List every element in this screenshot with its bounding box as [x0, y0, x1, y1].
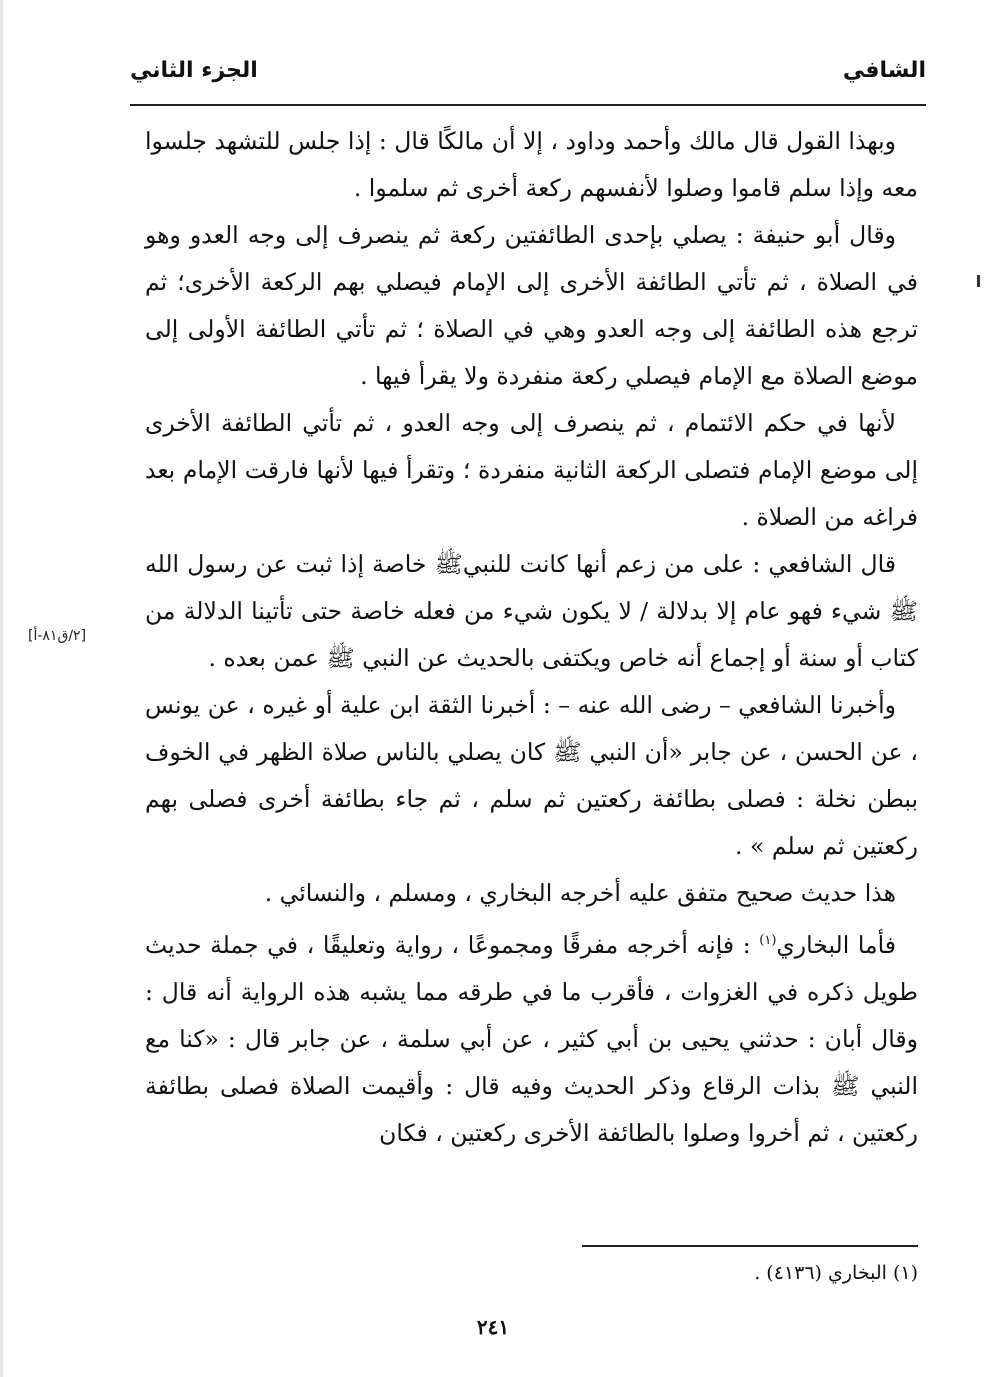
- paragraph-malik: وبهذا القول قال مالك وأحمد وداود ، إلا أن مالكًا قال : إذا جلس للتشهد جلسوا معه وإذا سلم قاموا وصلوا لأنفسهم ركعة أخرى ثم سلموا .: [145, 127, 918, 202]
- manuscript-folio-note: [٢/ق٨١-أ]: [28, 628, 87, 644]
- paragraph-hadith-grading: هذا حديث صحيح متفق عليه أخرجه البخاري ، ومسلم ، والنسائي .: [264, 879, 896, 907]
- header-rule: [130, 104, 926, 106]
- footnote: (١) البخاري (٤١٣٦) .: [754, 1262, 918, 1284]
- paragraph-hadith-narration: وأخبرنا الشافعي – رضى الله عنه – : أخبرنا الثقة ابن علية أو غيره ، عن يونس ، عن الحسن ، عن جابر «أن النبي ﷺ كان يصلي بالناس صلاة الظهر في الخوف ببطن نخلة : فصلى بطائفة ركعتين ثم سلم ، ثم جاء بطائفة أخرى فصلى بهم ركعتين ثم سلم » .: [145, 691, 918, 860]
- page-number: ٢٤١: [476, 1315, 510, 1339]
- bukhari-lead: فأما البخاري: [776, 930, 896, 959]
- running-header: [130, 58, 926, 98]
- paragraph-abu-hanifa: وقال أبو حنيفة : يصلي بإحدى الطائفتين ركعة ثم ينصرف إلى وجه العدو وهو في الصلاة ، ثم تأتي الطائفة الأخرى إلى الإمام فيصلي بهم الركعة الأخرى؛ ثم ترجع هذه الطائفة إلى وجه العدو وهي في الصلاة ؛ ثم تأتي الطائفة الأولى إلى موضع الصلاة مع الإمام فيصلي ركعة منفردة ولا يقرأ فيها .: [145, 221, 918, 390]
- bukhari-body: : فإنه أخرجه مفرقًا ومجموعًا ، رواية وتعليقًا ، في جملة حديث طويل ذكره في الغزوات ، فأقرب ما في طرقه مما يشبه هذه الرواية أنه قال : وقال أبان : حدثني يحيى بن أبي كثير ، عن أبي سلمة ، عن جابر قال : «كنا مع النبي ﷺ بذات الرقاع وذكر الحديث وفيه قال : وأقيمت الصلاة فصلى بطائفة ركعتين ، ثم أخروا وصلوا بالطائفة الأخرى ركعتين ، فكان: [145, 930, 918, 1147]
- book-title: الشافي: [842, 58, 926, 83]
- paragraph-bukhari: [145, 917, 918, 1157]
- footnote-rule: [582, 1245, 918, 1247]
- paragraph-shafii-ruling: قال الشافعي : على من زعم أنها كانت للنبيﷺ خاصة إذا ثبت عن رسول الله ﷺ شيء فهو عام إلا بدلالة / لا يكون شيء من فعله خاصة حتى تأتينا الدلالة من كتاب أو سنة أو إجماع أنه خاص ويكتفى بالحديث عن النبي ﷺ عمن بعده .: [145, 550, 918, 672]
- volume-label: الجزء الثاني: [130, 58, 258, 83]
- footnote-reference[interactable]: (١): [759, 933, 777, 948]
- body-text: [145, 118, 918, 1157]
- paragraph-reasoning: لأنها في حكم الائتمام ، ثم ينصرف إلى وجه العدو ، ثم تأتي الطائفة الأخرى إلى موضع الإمام فتصلى الركعة الثانية منفردة ؛ وتقرأ فيها لأنها فارقت الإمام بعد فراغه من الصلاة .: [145, 409, 918, 531]
- margin-tick: [977, 275, 980, 287]
